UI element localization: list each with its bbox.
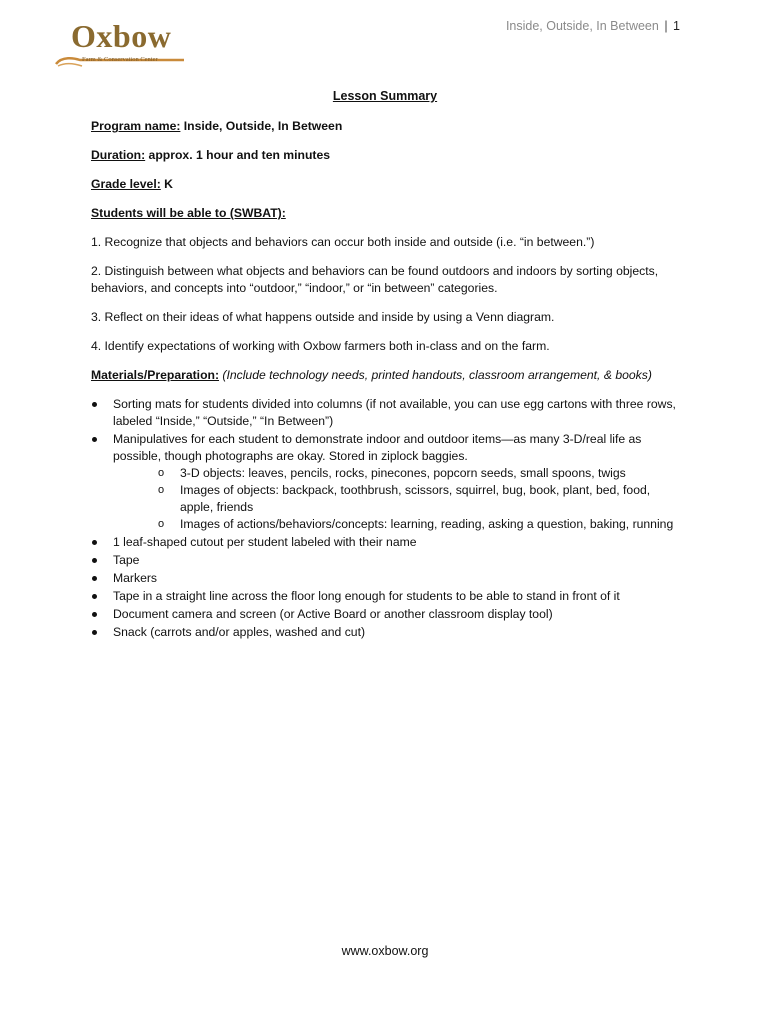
list-item [91,431,681,533]
list-item: Tape in a straight line across the floor long enough for students to be able to stand in front of it [91,588,681,605]
grade-label: Grade level: [91,177,161,191]
program-name-line [91,118,681,135]
objective-3: 3. Reflect on their ideas of what happens outside and inside by using a Venn diagram. [91,310,555,324]
sublist-item: o Images of objects: backpack, toothbrush, scissors, squirrel, bug, book, plant, bed, food, apple, friends [158,482,681,516]
program-value: Inside, Outside, In Between [180,119,343,133]
materials-heading-line [91,367,681,384]
materials-note: (Include technology needs, printed handouts, classroom arrangement, & books) [219,368,652,382]
materials-list [91,396,681,641]
duration-line [91,147,681,164]
duration-label: Duration: [91,148,146,162]
objective-1: 1. Recognize that objects and behaviors can occur both inside and outside (i.e. “in between.”) [91,235,595,249]
logo-tagline: Farm & Conservation Center [82,56,158,63]
duration-value: approx. 1 hour and ten minutes [145,148,331,162]
grade-level-line [91,176,681,193]
list-item-text: Manipulatives for each student to demonstrate indoor and outdoor items—as many 3-D/real life as possible, though photographs are okay. Stored in ziplock baggies. [113,432,642,463]
list-item: Document camera and screen (or Active Board or another classroom display tool) [91,606,681,623]
running-header [506,19,680,33]
logo-wordmark: Oxbow [71,18,172,54]
header-separator: | [664,19,668,33]
oxbow-logo [54,20,194,72]
list-item-text: Sorting mats for students divided into columns (if not available, you can use egg cartons with three rows, labeled “Inside,” “Outside,” “In Between”) [113,397,676,428]
page-number: 1 [673,19,680,33]
program-label: Program name: [91,119,181,133]
sublist-item: o Images of actions/behaviors/concepts: learning, reading, asking a question, baking, running [158,516,681,533]
grade-value: K [160,177,173,191]
list-item: Markers [91,570,681,587]
list-item: Tape [91,552,681,569]
manipulatives-sublist [113,465,681,533]
list-item: 1 leaf-shaped cutout per student labeled with their name [91,534,681,551]
footer-url: www.oxbow.org [341,944,429,958]
objective-2: 2. Distinguish between what objects and behaviors can be found outdoors and indoors by sorting objects, behaviors, and concepts into “outdoor,” “indoor,” or “in between” categories. [91,264,659,295]
lesson-content [91,118,681,642]
list-item [91,396,681,430]
sublist-item: o 3-D objects: leaves, pencils, rocks, pinecones, popcorn seeds, small spoons, twigs [158,465,681,482]
running-title: Inside, Outside, In Between [505,19,659,33]
list-item: Snack (carrots and/or apples, washed and cut) [91,624,681,641]
lesson-title: Lesson Summary [332,89,438,103]
swbat-heading: Students will be able to (SWBAT): [91,206,286,220]
objective-4: 4. Identify expectations of working with Oxbow farmers both in-class and on the farm. [91,339,550,353]
materials-label: Materials/Preparation: [91,368,220,382]
